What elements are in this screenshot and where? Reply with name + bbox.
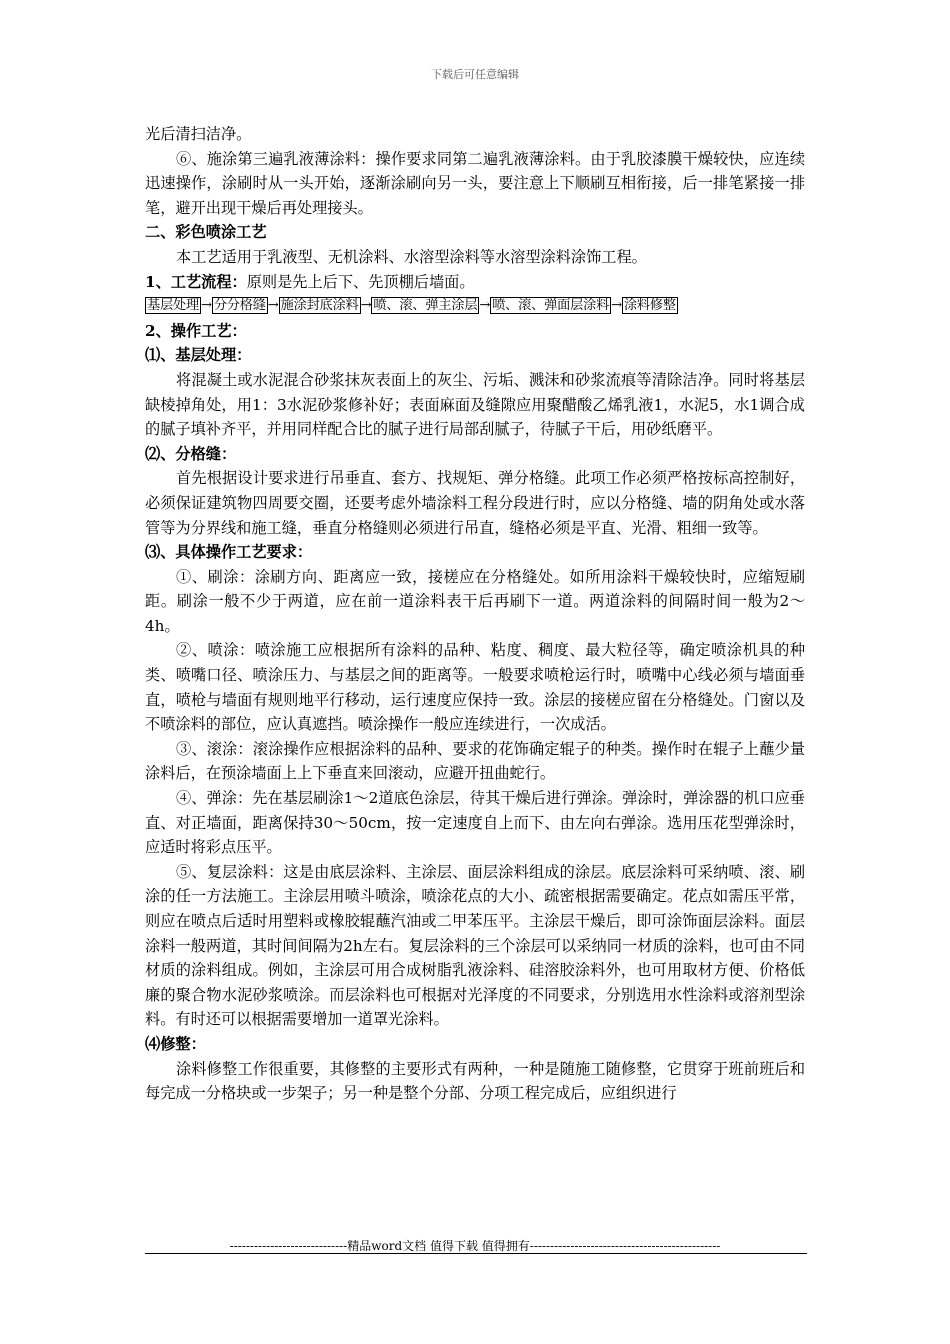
flow-step: 涂料修整: [623, 298, 676, 314]
flow-arrow: →: [479, 298, 491, 314]
subsection-heading: ⑵、分格缝：: [145, 444, 237, 463]
paragraph: ②、喷涂：喷涂施工应根据所有涂料的品种、粘度、稠度、最大粒径等，确定喷涂机具的种类、喷嘴口径、喷涂压力、与基层之间的距离等。一般要求喷枪运行时，喷嘴中心线必须与墙面垂直，喷枪与墙面有规则地平行移动，运行速度应保持一致。涂层的接槎应留在分格缝处。门窗以及不喷涂料的部位，应认真遮挡。喷涂操作一般应连续进行，一次成活。: [145, 641, 805, 734]
document-body: [145, 122, 805, 1106]
flow-arrow: →: [200, 298, 212, 314]
page-header: 下载后可任意编辑: [431, 68, 519, 81]
paragraph: 首先根据设计要求进行吊垂直、套方、找规矩、弹分格缝。此项工作必须严格按标高控制好，必须保证建筑物四周要交圈，还要考虑外墙涂料工程分段进行时，应以分格缝、墙的阴角处或水落管等为分界线和施工缝，垂直分格缝则必须进行吊直，缝格必须是平直、光滑、粗细一致等。: [145, 469, 805, 537]
page-footer: -----------------------------精品word文档 值得下载 值得拥有-----------------------------------------------: [229, 1239, 721, 1253]
flow-arrow: →: [360, 298, 372, 314]
flow-step: 施涂封底涂料: [280, 298, 359, 314]
process-flow-principle: 原则是先上后下、先顶棚后墙面。: [246, 272, 475, 291]
flow-step: 基层处理: [147, 298, 199, 314]
process-flow-intro: [145, 270, 805, 295]
flow-step: 喷、滚、弹主涂层: [373, 298, 478, 314]
footer-rule: [145, 1253, 807, 1254]
process-flow-diagram: [145, 294, 805, 319]
flow-arrow: →: [267, 298, 279, 314]
paragraph: ④、弹涂：先在基层刷涂1～2道底色涂层，待其干燥后进行弹涂。弹涂时，弹涂器的机口应垂直、对正墙面，距离保持30～50cm，按一定速度自上而下、由左向右弹涂。选用压花型弹涂时，应适时将彩点压平。: [145, 789, 805, 857]
subsection-heading: ⑶、具体操作工艺要求：: [145, 543, 313, 562]
paragraph: ⑤、复层涂料：这是由底层涂料、主涂层、面层涂料组成的涂层。底层涂料可采纳喷、滚、刷涂的任一方法施工。主涂层用喷斗喷涂，喷涂花点的大小、疏密根据需要确定。花点如需压平常，则应在喷点后适时用塑料或橡胶辊蘸汽油或二甲苯压平。主涂层干燥后，即可涂饰面层涂料。面层涂料一般两道，其时间间隔为2h左右。复层涂料的三个涂层可以采纳同一材质的涂料，也可由不同材质的涂料组成。例如，主涂层可用合成树脂乳液涂料、硅溶胶涂料外，也可用取材方便、价格低廉的聚合物水泥砂浆喷涂。而层涂料也可根据对光泽度的不同要求，分别选用水性涂料或溶剂型涂料。有时还可以根据需要增加一道罩光涂料。: [145, 862, 805, 1029]
process-flow-label: 1、工艺流程：: [145, 272, 247, 291]
paragraph: 将混凝土或水泥混合砂浆抹灰表面上的灰尘、污垢、溅沫和砂浆流痕等清除洁净。同时将基层缺棱掉角处，用1：3水泥砂浆修补好；表面麻面及缝隙应用聚醋酸乙烯乳液1，水泥5，水1调合成的腻子填补齐平，并用同样配合比的腻子进行局部刮腻子，待腻子干后，用砂纸磨平。: [145, 370, 805, 439]
flow-arrow: →: [611, 298, 622, 314]
paragraph: ⑥、施涂第三遍乳液薄涂料：操作要求同第二遍乳液薄涂料。由于乳胶漆膜干燥较快，应连续迅速操作，涂刷时从一头开始，逐渐涂刷向另一头，要注意上下顺刷互相衔接，后一排笔紧接一排笔，避开出现干燥后再处理接头。: [145, 149, 805, 217]
section-heading: 二、彩色喷涂工艺: [145, 223, 267, 242]
paragraph: ①、刷涂：涂刷方向、距离应一致，接槎应在分格缝处。如所用涂料干燥较快时，应缩短刷距。刷涂一般不少于两道，应在前一道涂料表干后再刷下一道。两道涂料的间隔时间一般为2～4h。: [145, 567, 805, 635]
subsection-heading: ⑴、基层处理：: [145, 346, 252, 365]
paragraph: ③、滚涂：滚涂操作应根据涂料的品种、要求的花饰确定辊子的种类。操作时在辊子上蘸少量涂料后，在预涂墙面上上下垂直来回滚动，应避开扭曲蛇行。: [145, 739, 805, 783]
section-heading: 2、操作工艺：: [145, 321, 247, 340]
flow-step: 喷、滚、弹面层涂料: [492, 298, 610, 314]
paragraph: 光后清扫洁净。: [145, 125, 252, 143]
paragraph: 本工艺适用于乳液型、无机涂料、水溶型涂料等水溶型涂料涂饰工程。: [176, 247, 647, 266]
paragraph: 涂料修整工作很重要，其修整的主要形式有两种，一种是随施工随修整，它贯穿于班前班后和每完成一分格块或一步架子；另一种是整个分部、分项工程完成后，应组织进行: [145, 1059, 805, 1103]
subsection-heading: ⑷修整：: [145, 1034, 206, 1053]
flow-step: 分分格缝: [213, 298, 266, 314]
